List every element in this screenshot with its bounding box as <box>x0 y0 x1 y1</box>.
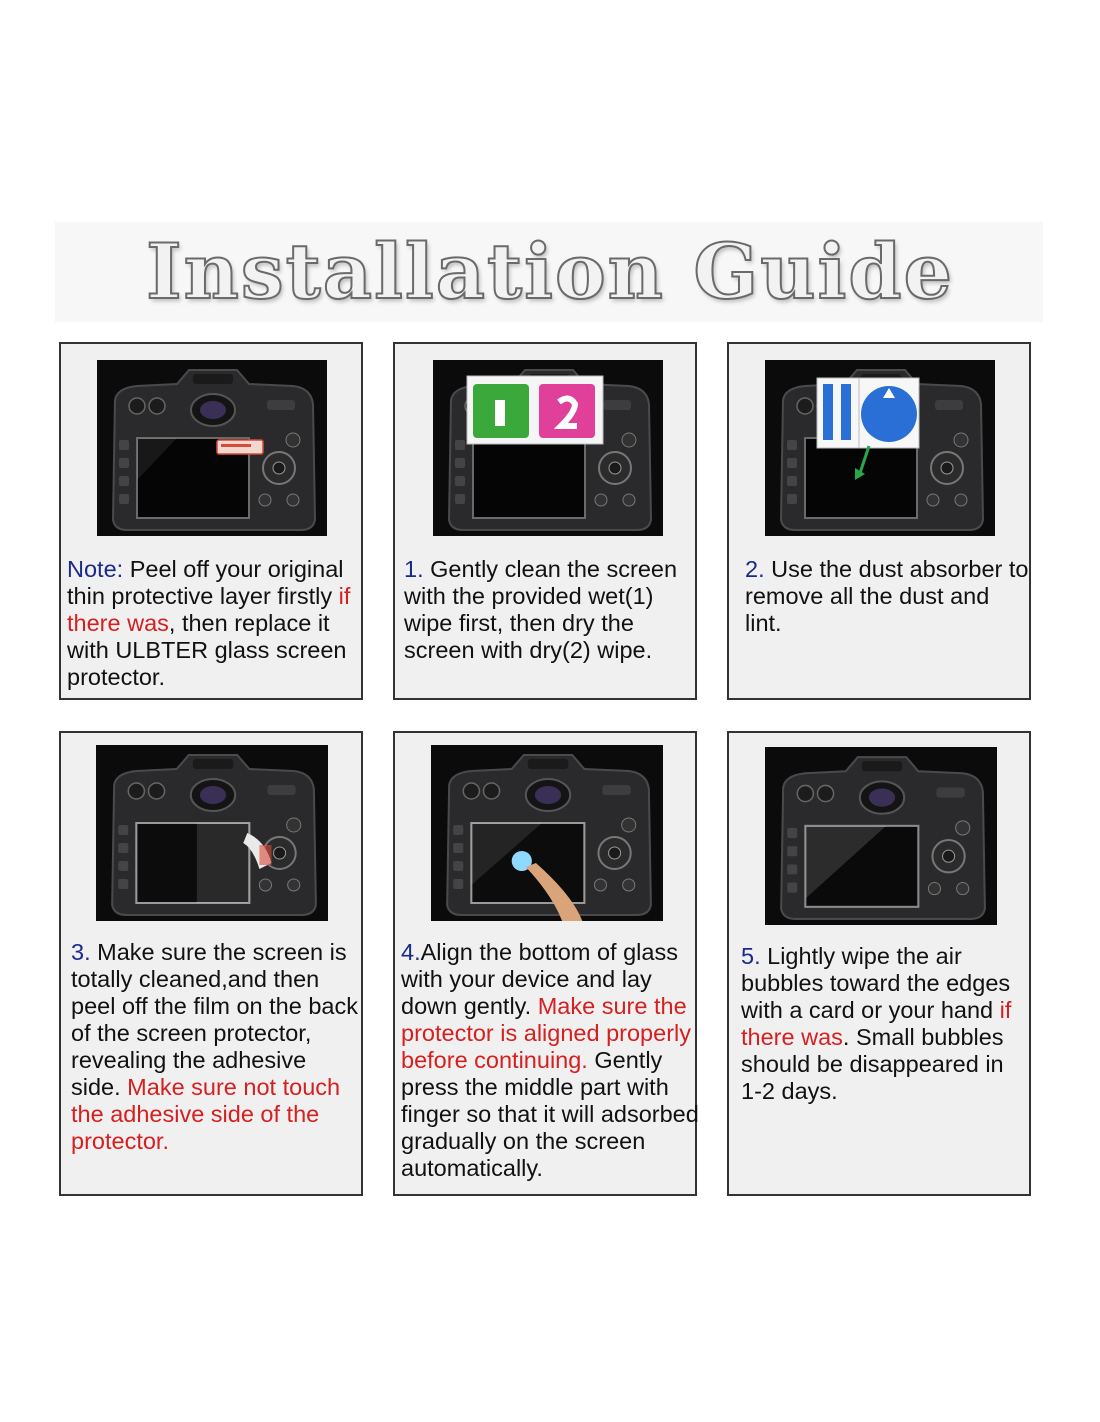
text-part: Peel off your original thin protective layer firstly <box>67 556 344 609</box>
warning-text: if there was <box>67 583 351 636</box>
panel-step-5-text <box>741 943 1029 1105</box>
finger-press-screen-icon <box>431 745 663 921</box>
finished-camera-screen-icon <box>765 747 997 925</box>
guide-title: Installation Guide <box>146 227 954 316</box>
text-part: Gently press the middle part with finger so that it will adsorbed gradually on the screen automatically. <box>401 1047 699 1181</box>
panel-step-1 <box>393 342 697 700</box>
step-prefix: 1. <box>404 556 424 582</box>
panel-step-2 <box>727 342 1031 700</box>
step-prefix: 3. <box>71 939 91 965</box>
step-prefix: 5. <box>741 943 761 969</box>
panel-step-1-text <box>404 556 696 664</box>
step-prefix: 4. <box>401 939 421 965</box>
camera-lcd-with-protective-film-icon <box>97 360 327 536</box>
text-part: . Small bubbles should be disappeared in 1-2 days. <box>741 1024 1004 1104</box>
step-prefix: 2. <box>745 556 765 582</box>
panel-step-4-text <box>401 939 699 1182</box>
text-part: Gently clean the screen with the provided wet(1) wipe first, then dry the screen with dry(2) wipe. <box>404 556 678 663</box>
step-prefix: Note: <box>67 556 124 582</box>
panel-step-4 <box>393 731 697 1196</box>
text-part: Lightly wipe the air bubbles toward the edges with a card or your hand <box>741 943 1011 1023</box>
wet-and-dry-wipes-icon <box>433 360 663 536</box>
text-part: Use the dust absorber to remove all the dust and lint. <box>745 556 1029 636</box>
text-part: Make sure the screen is totally cleaned,and then peel off the film on the back of the screen protector, revealing the adhesive side. <box>71 939 358 1100</box>
warning-text: Make sure the protector is aligned properly before continuing. <box>401 993 691 1073</box>
panel-step-3 <box>59 731 363 1196</box>
warning-text: Make sure not touch the adhesive side of the protector. <box>71 1074 341 1154</box>
dust-absorber-sticker-icon <box>765 360 995 536</box>
peel-film-corner-icon <box>96 745 328 921</box>
panel-step-5 <box>727 731 1031 1196</box>
panel-step-3-text <box>71 939 361 1155</box>
panel-step-2-text <box>745 556 1031 637</box>
text-part: , then replace it with ULBTER glass screen protector. <box>67 610 347 690</box>
warning-text: if there was <box>741 997 1012 1050</box>
panel-note <box>59 342 363 700</box>
panel-note-text <box>67 556 363 691</box>
text-part: Align the bottom of glass with your device and lay down gently. <box>401 939 678 1019</box>
